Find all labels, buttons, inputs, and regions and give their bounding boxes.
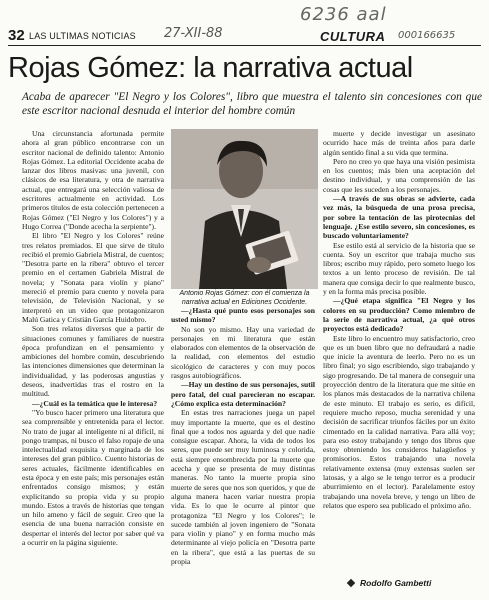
article-column-1 [22, 129, 164, 591]
interview-question: —¿Qué etapa significa "El Negro y los colores en su producción? Como miembro de la serie de narrativa actual, ¿a qué otros proyectos está dedicado? [323, 296, 475, 334]
interview-question: —A través de sus obras se advierte, cada vez más, la búsqueda de una prosa precisa, por sobre la tentación de las pirotecnias del lenguaje. ¿Ese estilo severo, sin concesiones, es buscado voluntariamente? [323, 194, 475, 241]
publication-name: LAS ULTIMAS NOTICIAS [29, 31, 136, 41]
article-paragraph: Pero no creo yo que haya una visión pesimista en los cuentos; más bien una aceptación del destino individual, y una comprensión de las cosas que les suceden a los personajes. [323, 156, 475, 194]
article-column-3 [323, 129, 475, 575]
page-number: 32 [8, 27, 25, 44]
archive-handwritten-code: 6236 aal [300, 4, 387, 25]
article-paragraph: En estas tres narraciones juega un papel muy importante la muerte, que es el destino final que a todos nos aguarda y del que nadie consigue escapar. Ahora, la vida de todos los seres, que puede ser muy luminosa y colorida, está siempre ensombrecida por la muerte que acecha y que se presenta de muy distintas maneras. No tanto la muerte propia sino muerte de seres que nos son queridos, y que de alguna manera hacen variar nuestra propia vida. Es lo que le ocurre al pintor que protagoniza "El Negro y los Colores"; le sucede también al joven ingeniero de "Sonata para violín y piano" y en forma mucho más determinante al viejo policía en "Desotra parte en la ribera", que está a las puertas de su propia [171, 408, 315, 567]
interview-question: —Hay un destino de sus personajes, sutil pero fatal, del cual parecieran no escapar. ¿Cómo explica esta determinación? [171, 380, 315, 408]
article-paragraph: El libro "El Negro y los Colores" reúne tres relatos premiados. El que sirve de título recibió el premio Gabriela Mistral, de cuentos; "Desotra parte en la ribera" obtuvo el tercer premio en el certamen Gabriela Mistral de novela; y "Sonata para violín y piano" mereció el premio para cuento y novela para televisión, de Televisión Nacional, y se interpretó en un video que protagonizaron Malú Gatica y Cristián García Huidobro. [22, 231, 164, 324]
article-paragraph: Este libro lo encuentro muy satisfactorio, creo que es un buen libro que no defraudará a nadie que inicie la aventura de leerlo. Pero no es un libro final; yo sigo escribiendo, sigo trabajando y sigo progresando. De tal manera de conseguir una proyección dentro de la literatura que me sitúe en los planos más destacados de la narrativa chilena de este minuto. El trabajo es serio, es difícil, requiere mucho reposo, mucha serenidad y una decisión de sacrificar triunfos fáciles por un éxito cimentado en la calidad narrativa. Para allá voy; para eso estoy trabajando y tengo dos libros que estoy obteniendo los consideros halagüeños y promisorios. Estos trabajando una novela relativamente extensa (muy extensas suelen ser latosas, y a algo se le tengo terror es a producir aburrimiento en el lector). Paralelamente estoy trabajando una novela breve, y tengo un libro de relatos que espero sea publicado el próximo año. [323, 333, 475, 510]
article-column-2 [171, 306, 315, 591]
article-paragraph: muerte y decide investigar un asesinato ocurrido hace más de treinta años para darle algún sentido final a su vida que termina. [323, 129, 475, 157]
interview-question: —¿Cuál es la temática que le interesa? [32, 398, 158, 408]
header-rule [8, 45, 481, 46]
photo-caption: Antonio Rojas Gómez: con él comienza la narrativa actual en Ediciones Occidente. [179, 290, 310, 306]
handwritten-doc-code: 000166635 [398, 30, 456, 41]
article-paragraph: Ese estilo está al servicio de la historia que se cuenta. Soy un escritor que trabaja mucho sus libros; escribo muy rápido, pero someto luego los textos a un lento proceso de revisión. De tal manera que consiga decir lo que realmente busco, y en la forma más precisa posible. [323, 240, 475, 297]
section-label: CULTURA [320, 29, 386, 44]
article-paragraph: "Yo busco hacer primero una literatura que sea comprensible y entretenida para el lector. No trato de jugar al inteligente ni al difícil, ni pongo trampas, ni busco el falso ropaje de una intelectualidad exquisita y marginada de los intereses del gran público. Cuento historias de seres actuales, fácilmente identificables en esta época y en este país; mis personajes están enfrentados consigo mismos; y están explicitando su propia vida y su propio mundo. Estos a través de historias que tengan un hilo ameno y fácil de seguir. Creo que la esencia de una buena narración consiste en despertar el interés del lector por saber qué va a ocurrir en la página siguiente. [22, 407, 164, 548]
article-paragraph: Una circunstancia afortunada permite ahora al gran público encontrarse con un escritor nacional de definido talento: Antonio Rojas Gómez. La editorial Occidente acaba de lanzar dos libros masivas: una juvenil, con clásicos de esa literatura, y otra de narrativa actual, que entregará una selección valiosa de escritores actualmente en actividad. Los primeros títulos de esta colección pertenecen a Rojas Gómez ("El Negro y los Colores") y a Hugo Correa ("Donde acecha la serpiente"). [22, 129, 164, 231]
article-paragraph: No son yo mismo. Hay una variedad de personajes en mi literatura que están elaborados con elementos de la observación de la realidad, con elementos del estudio sicológico de caracteres y con muy pocos rasgos autobiográficos. [171, 324, 315, 381]
headline: Rojas Gómez: la narrativa actual [8, 52, 413, 84]
article-paragraph: Son tres relatos diversos que a partir de situaciones comunes y familiares de nuestra época profundizan en el pensamiento y ambiciones del hombre común, descubriendo las intenciones dimensiones que determinan la individualidad, y las poderosas angustias y deseos, inadvertidas tras el rostro en la multitud. [22, 324, 164, 399]
handwritten-date: 27-XII-88 [164, 26, 223, 41]
author-photo [171, 129, 318, 289]
byline-bullet-icon [347, 579, 355, 587]
interview-question: —¿Hasta qué punto esos personajes son usted mismo? [171, 306, 315, 325]
author-portrait-icon [171, 129, 318, 289]
byline: Rodolfo Gambetti [360, 578, 432, 588]
article-deck: Acaba de aparecer "El Negro y los Colores", libro que muestra el talento sin concesiones con que este escritor nacional desnuda el interior del hombre común [22, 91, 482, 117]
